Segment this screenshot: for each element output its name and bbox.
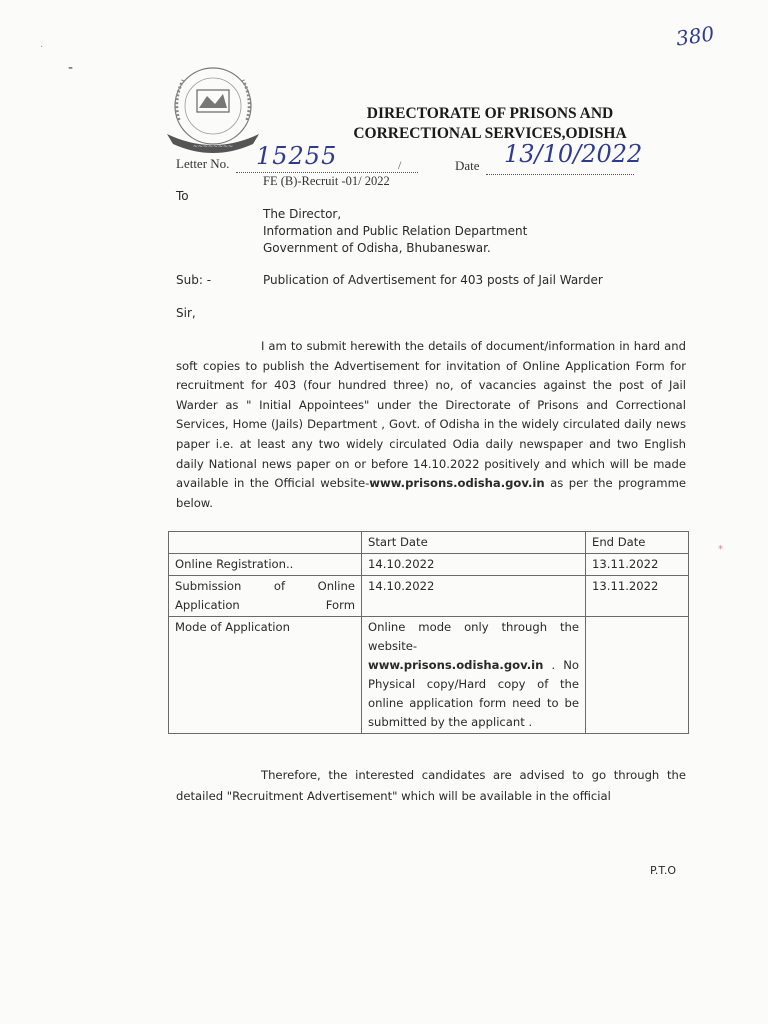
scan-speck: · (40, 42, 44, 53)
addressee-line: The Director, (263, 207, 342, 221)
row-end-date-empty (586, 617, 689, 734)
row-label: Submission of Online Application Form (169, 576, 362, 617)
org-title-line-1: DIRECTORATE OF PRISONS AND (366, 105, 614, 122)
table-row (169, 576, 689, 617)
svg-text:~~~~~~~~: ~~~~~~~~ (192, 143, 234, 150)
table-header-row (169, 532, 689, 554)
salutation: Sir, (176, 306, 196, 320)
scan-speck: * (718, 544, 723, 555)
letter-no-underline (236, 172, 418, 173)
organization-title (280, 104, 700, 144)
addressee-line: Government of Odisha, Bhubaneswar. (263, 241, 491, 255)
letter-date: 13/10/2022 (504, 140, 643, 168)
mode-text-after: . No Physical copy/Hard copy of the online application form need to be submitted by the applicant . (368, 658, 579, 729)
mode-website-link: www.prisons.odisha.gov.in (368, 658, 544, 672)
website-link: www.prisons.odisha.gov.in (369, 476, 545, 491)
subject-text: Publication of Advertisement for 403 posts of Jail Warder (263, 273, 603, 287)
row-label: Online Registration.. (169, 554, 362, 576)
letter-number: 15255 (256, 142, 338, 170)
org-title-line-2: CORRECTIONAL SERVICES,ODISHA (353, 125, 627, 142)
header-cell-start-date: Start Date (362, 532, 586, 554)
closing-paragraph: Therefore, the interested candidates are advised to go through the detailed "Recruitment Advertisement" which will be available in the official (176, 768, 686, 803)
letter-no-label: Letter No. (176, 156, 230, 171)
letter-no-slash: / (398, 158, 402, 172)
prisons-emblem-icon (153, 60, 273, 160)
body-paragraph (176, 337, 686, 513)
addressee-block (263, 206, 527, 257)
date-label: Date (455, 158, 480, 173)
row-start-date: 14.10.2022 (362, 576, 586, 617)
mode-text-before: Online mode only through the website- (368, 620, 579, 653)
header-cell-end-date: End Date (586, 532, 689, 554)
row-end-date: 13.11.2022 (586, 576, 689, 617)
file-reference: FE (B)-Recruit -01/ 2022 (263, 174, 390, 188)
table-row (169, 554, 689, 576)
schedule-table (168, 531, 689, 734)
row-start-date: 14.10.2022 (362, 554, 586, 576)
row-label: Mode of Application (169, 617, 362, 734)
date-underline (486, 174, 634, 175)
addressee-line: Information and Public Relation Department (263, 224, 528, 238)
header-cell-empty (169, 532, 362, 554)
pto-marker: P.T.O (650, 864, 676, 877)
row-end-date: 13.11.2022 (586, 554, 689, 576)
to-label: To (176, 189, 189, 203)
body-text-part-1: I am to submit herewith the details of document/information in hard and soft copies to publish the Advertisement for invitation of Online Application Form for recruitment for 403 (four hundred three) no, of vacancies against the post of Jail Warder as " Initial Appointees" under the Directorate of Prisons and Correctional Services, Home (Jails) Department , Govt. of Odisha in the widely circulated daily news paper i.e. at least any two widely circulated Odia daily newspaper and two English daily National news paper on or before 14.10.2022 positively and which will be made available in the Official website- (176, 339, 686, 491)
subject-label: Sub: - (176, 273, 212, 287)
scan-speck: - (68, 60, 74, 76)
table-row (169, 617, 689, 734)
body-text-part-2: as per the programme below. (176, 476, 686, 510)
handwritten-page-number: 380 (674, 21, 716, 51)
mode-of-application-text (362, 617, 586, 734)
